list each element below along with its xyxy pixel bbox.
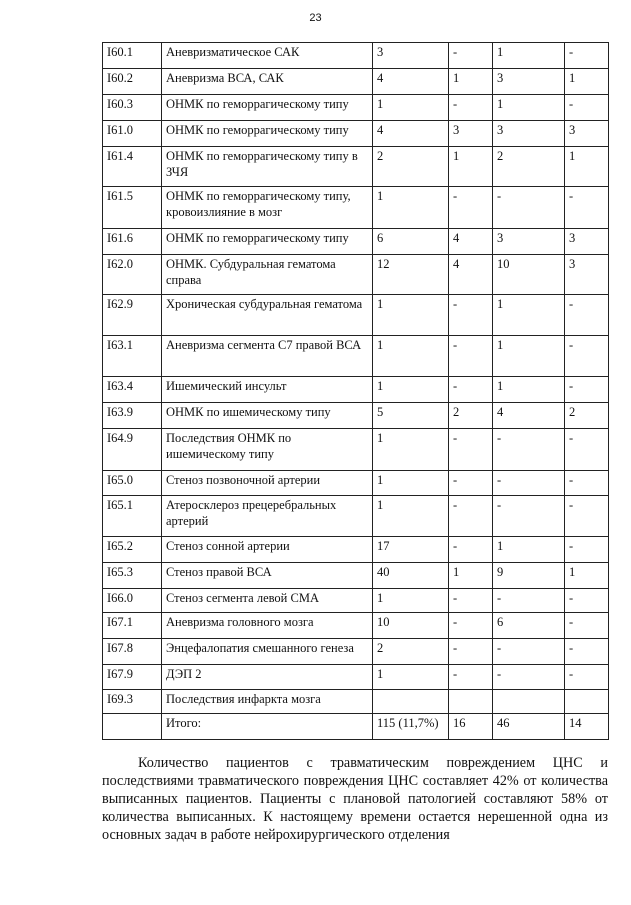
- diagnosis-code: I69.3: [103, 690, 162, 714]
- value-col-1: 1: [373, 295, 449, 336]
- value-col-4: 1: [565, 563, 609, 589]
- total-value-4: 14: [565, 714, 609, 740]
- value-col-1: 1: [373, 377, 449, 403]
- value-col-2: -: [449, 665, 493, 690]
- value-col-2: 1: [449, 147, 493, 187]
- value-col-4: -: [565, 537, 609, 563]
- value-col-3: -: [493, 187, 565, 229]
- table-row: [103, 336, 609, 377]
- diagnosis-code: I61.0: [103, 121, 162, 147]
- table-row: [103, 69, 609, 95]
- table-row: [103, 187, 609, 229]
- value-col-4: 3: [565, 255, 609, 295]
- diagnosis-name: Аневризма ВСА, САК: [162, 69, 373, 95]
- value-col-1: [373, 690, 449, 714]
- value-col-1: 1: [373, 496, 449, 537]
- value-col-2: 4: [449, 255, 493, 295]
- value-col-1: 4: [373, 69, 449, 95]
- table-row: [103, 496, 609, 537]
- value-col-3: -: [493, 639, 565, 665]
- total-value-3: 46: [493, 714, 565, 740]
- value-col-4: -: [565, 43, 609, 69]
- value-col-3: -: [493, 429, 565, 471]
- value-col-4: -: [565, 665, 609, 690]
- value-col-1: 4: [373, 121, 449, 147]
- table-row: [103, 403, 609, 429]
- diagnosis-code: I63.4: [103, 377, 162, 403]
- value-col-2: -: [449, 95, 493, 121]
- value-col-1: 1: [373, 665, 449, 690]
- diagnosis-name: ОНМК по геморрагическому типу, кровоизлияние в мозг: [162, 187, 373, 229]
- diagnosis-code: I61.5: [103, 187, 162, 229]
- table-row: [103, 377, 609, 403]
- diagnosis-name: Последствия инфаркта мозга: [162, 690, 373, 714]
- value-col-3: 9: [493, 563, 565, 589]
- table-row: [103, 147, 609, 187]
- diagnosis-name: Ишемический инсульт: [162, 377, 373, 403]
- value-col-2: -: [449, 377, 493, 403]
- diagnosis-name: ОНМК по геморрагическому типу в ЗЧЯ: [162, 147, 373, 187]
- value-col-4: 2: [565, 403, 609, 429]
- diagnosis-code: I61.4: [103, 147, 162, 187]
- value-col-2: 1: [449, 563, 493, 589]
- diagnosis-name: Последствия ОНМК по ишемическому типу: [162, 429, 373, 471]
- table-row: [103, 229, 609, 255]
- value-col-4: -: [565, 429, 609, 471]
- value-col-4: -: [565, 639, 609, 665]
- value-col-3: -: [493, 665, 565, 690]
- diagnosis-code: I65.2: [103, 537, 162, 563]
- value-col-3: 1: [493, 43, 565, 69]
- table-body: [103, 43, 609, 714]
- value-col-2: -: [449, 471, 493, 496]
- body-paragraph: Количество пациентов с травматическим повреждением ЦНС и последствиями травматического повреждения ЦНС составляет 42% от количества выписанных пациентов. Пациенты с плановой патологией составляют 58% от количества выписанных. К настоящему времени остается нерешенной одна из основных задач в работе нейрохирургического отделения: [102, 755, 608, 843]
- value-col-1: 2: [373, 639, 449, 665]
- total-empty-cell: [103, 714, 162, 740]
- value-col-2: [449, 690, 493, 714]
- value-col-4: [565, 690, 609, 714]
- value-col-1: 1: [373, 187, 449, 229]
- diagnosis-name: ОНМК по геморрагическому типу: [162, 95, 373, 121]
- diagnosis-name: ОНМК. Субдуральная гематома справа: [162, 255, 373, 295]
- value-col-4: -: [565, 471, 609, 496]
- diagnosis-name: ОНМК по геморрагическому типу: [162, 229, 373, 255]
- value-col-3: 1: [493, 95, 565, 121]
- diagnosis-code: I60.1: [103, 43, 162, 69]
- table-row: [103, 537, 609, 563]
- value-col-3: -: [493, 471, 565, 496]
- value-col-3: -: [493, 589, 565, 613]
- value-col-1: 12: [373, 255, 449, 295]
- total-label: Итого:: [162, 714, 373, 740]
- value-col-1: 1: [373, 429, 449, 471]
- value-col-1: 1: [373, 471, 449, 496]
- diagnosis-code: I63.9: [103, 403, 162, 429]
- diagnosis-name: Аневризма сегмента С7 правой ВСА: [162, 336, 373, 377]
- value-col-3: 2: [493, 147, 565, 187]
- value-col-3: 6: [493, 613, 565, 639]
- value-col-2: -: [449, 496, 493, 537]
- value-col-1: 3: [373, 43, 449, 69]
- value-col-4: 3: [565, 121, 609, 147]
- value-col-1: 1: [373, 336, 449, 377]
- total-value-2: 16: [449, 714, 493, 740]
- table-row: [103, 639, 609, 665]
- diagnosis-code: I65.0: [103, 471, 162, 496]
- diagnosis-name: Атеросклероз прецеребральных артерий: [162, 496, 373, 537]
- value-col-3: 1: [493, 336, 565, 377]
- value-col-2: -: [449, 295, 493, 336]
- diagnosis-code: I61.6: [103, 229, 162, 255]
- page-number: 23: [309, 12, 322, 24]
- value-col-1: 1: [373, 589, 449, 613]
- value-col-1: 40: [373, 563, 449, 589]
- table-row: [103, 690, 609, 714]
- diagnosis-name: ДЭП 2: [162, 665, 373, 690]
- value-col-2: -: [449, 187, 493, 229]
- value-col-3: 1: [493, 537, 565, 563]
- diagnosis-code: I65.1: [103, 496, 162, 537]
- value-col-4: -: [565, 613, 609, 639]
- value-col-2: -: [449, 429, 493, 471]
- diagnosis-code: I65.3: [103, 563, 162, 589]
- total-value-1: 115 (11,7%): [373, 714, 449, 740]
- value-col-2: 1: [449, 69, 493, 95]
- value-col-1: 17: [373, 537, 449, 563]
- diagnosis-name: Стеноз сегмента левой СМА: [162, 589, 373, 613]
- value-col-4: -: [565, 589, 609, 613]
- value-col-4: 1: [565, 69, 609, 95]
- value-col-3: 3: [493, 121, 565, 147]
- value-col-3: -: [493, 496, 565, 537]
- table-row: [103, 43, 609, 69]
- diagnosis-code: I66.0: [103, 589, 162, 613]
- diagnosis-name: Стеноз сонной артерии: [162, 537, 373, 563]
- diagnosis-code: I67.8: [103, 639, 162, 665]
- value-col-2: -: [449, 43, 493, 69]
- value-col-2: 4: [449, 229, 493, 255]
- diagnosis-code: I64.9: [103, 429, 162, 471]
- table-row: [103, 589, 609, 613]
- value-col-4: 3: [565, 229, 609, 255]
- value-col-3: 4: [493, 403, 565, 429]
- value-col-3: 3: [493, 229, 565, 255]
- diagnosis-code: I60.2: [103, 69, 162, 95]
- value-col-1: 1: [373, 95, 449, 121]
- diagnosis-name: Энцефалопатия смешанного генеза: [162, 639, 373, 665]
- value-col-4: -: [565, 95, 609, 121]
- table-row: [103, 295, 609, 336]
- value-col-4: -: [565, 187, 609, 229]
- table-row: [103, 95, 609, 121]
- value-col-2: -: [449, 336, 493, 377]
- diagnosis-code: I67.1: [103, 613, 162, 639]
- diagnosis-name: Аневризматическое САК: [162, 43, 373, 69]
- table-row: [103, 121, 609, 147]
- value-col-2: 3: [449, 121, 493, 147]
- value-col-2: 2: [449, 403, 493, 429]
- value-col-1: 5: [373, 403, 449, 429]
- value-col-2: -: [449, 613, 493, 639]
- diagnosis-name: ОНМК по геморрагическому типу: [162, 121, 373, 147]
- value-col-3: [493, 690, 565, 714]
- value-col-4: -: [565, 496, 609, 537]
- diagnosis-code: I67.9: [103, 665, 162, 690]
- value-col-4: 1: [565, 147, 609, 187]
- value-col-3: 10: [493, 255, 565, 295]
- value-col-1: 2: [373, 147, 449, 187]
- table-row: [103, 613, 609, 639]
- table-row: [103, 471, 609, 496]
- value-col-2: -: [449, 639, 493, 665]
- value-col-1: 6: [373, 229, 449, 255]
- diagnosis-code: I60.3: [103, 95, 162, 121]
- diagnosis-name: Хроническая субдуральная гематома: [162, 295, 373, 336]
- table-row: [103, 563, 609, 589]
- value-col-1: 10: [373, 613, 449, 639]
- value-col-3: 1: [493, 295, 565, 336]
- value-col-4: -: [565, 295, 609, 336]
- value-col-4: -: [565, 336, 609, 377]
- table-row: [103, 665, 609, 690]
- value-col-3: 1: [493, 377, 565, 403]
- diagnosis-name: Аневризма головного мозга: [162, 613, 373, 639]
- table-row: [103, 255, 609, 295]
- total-row: [103, 714, 609, 740]
- value-col-2: -: [449, 589, 493, 613]
- value-col-4: -: [565, 377, 609, 403]
- diagnosis-code: I63.1: [103, 336, 162, 377]
- table-row: [103, 429, 609, 471]
- value-col-2: -: [449, 537, 493, 563]
- diagnosis-code: I62.0: [103, 255, 162, 295]
- diagnosis-code: I62.9: [103, 295, 162, 336]
- diagnosis-name: ОНМК по ишемическому типу: [162, 403, 373, 429]
- value-col-3: 3: [493, 69, 565, 95]
- diagnosis-table: [102, 42, 609, 740]
- diagnosis-name: Стеноз позвоночной артерии: [162, 471, 373, 496]
- diagnosis-name: Стеноз правой ВСА: [162, 563, 373, 589]
